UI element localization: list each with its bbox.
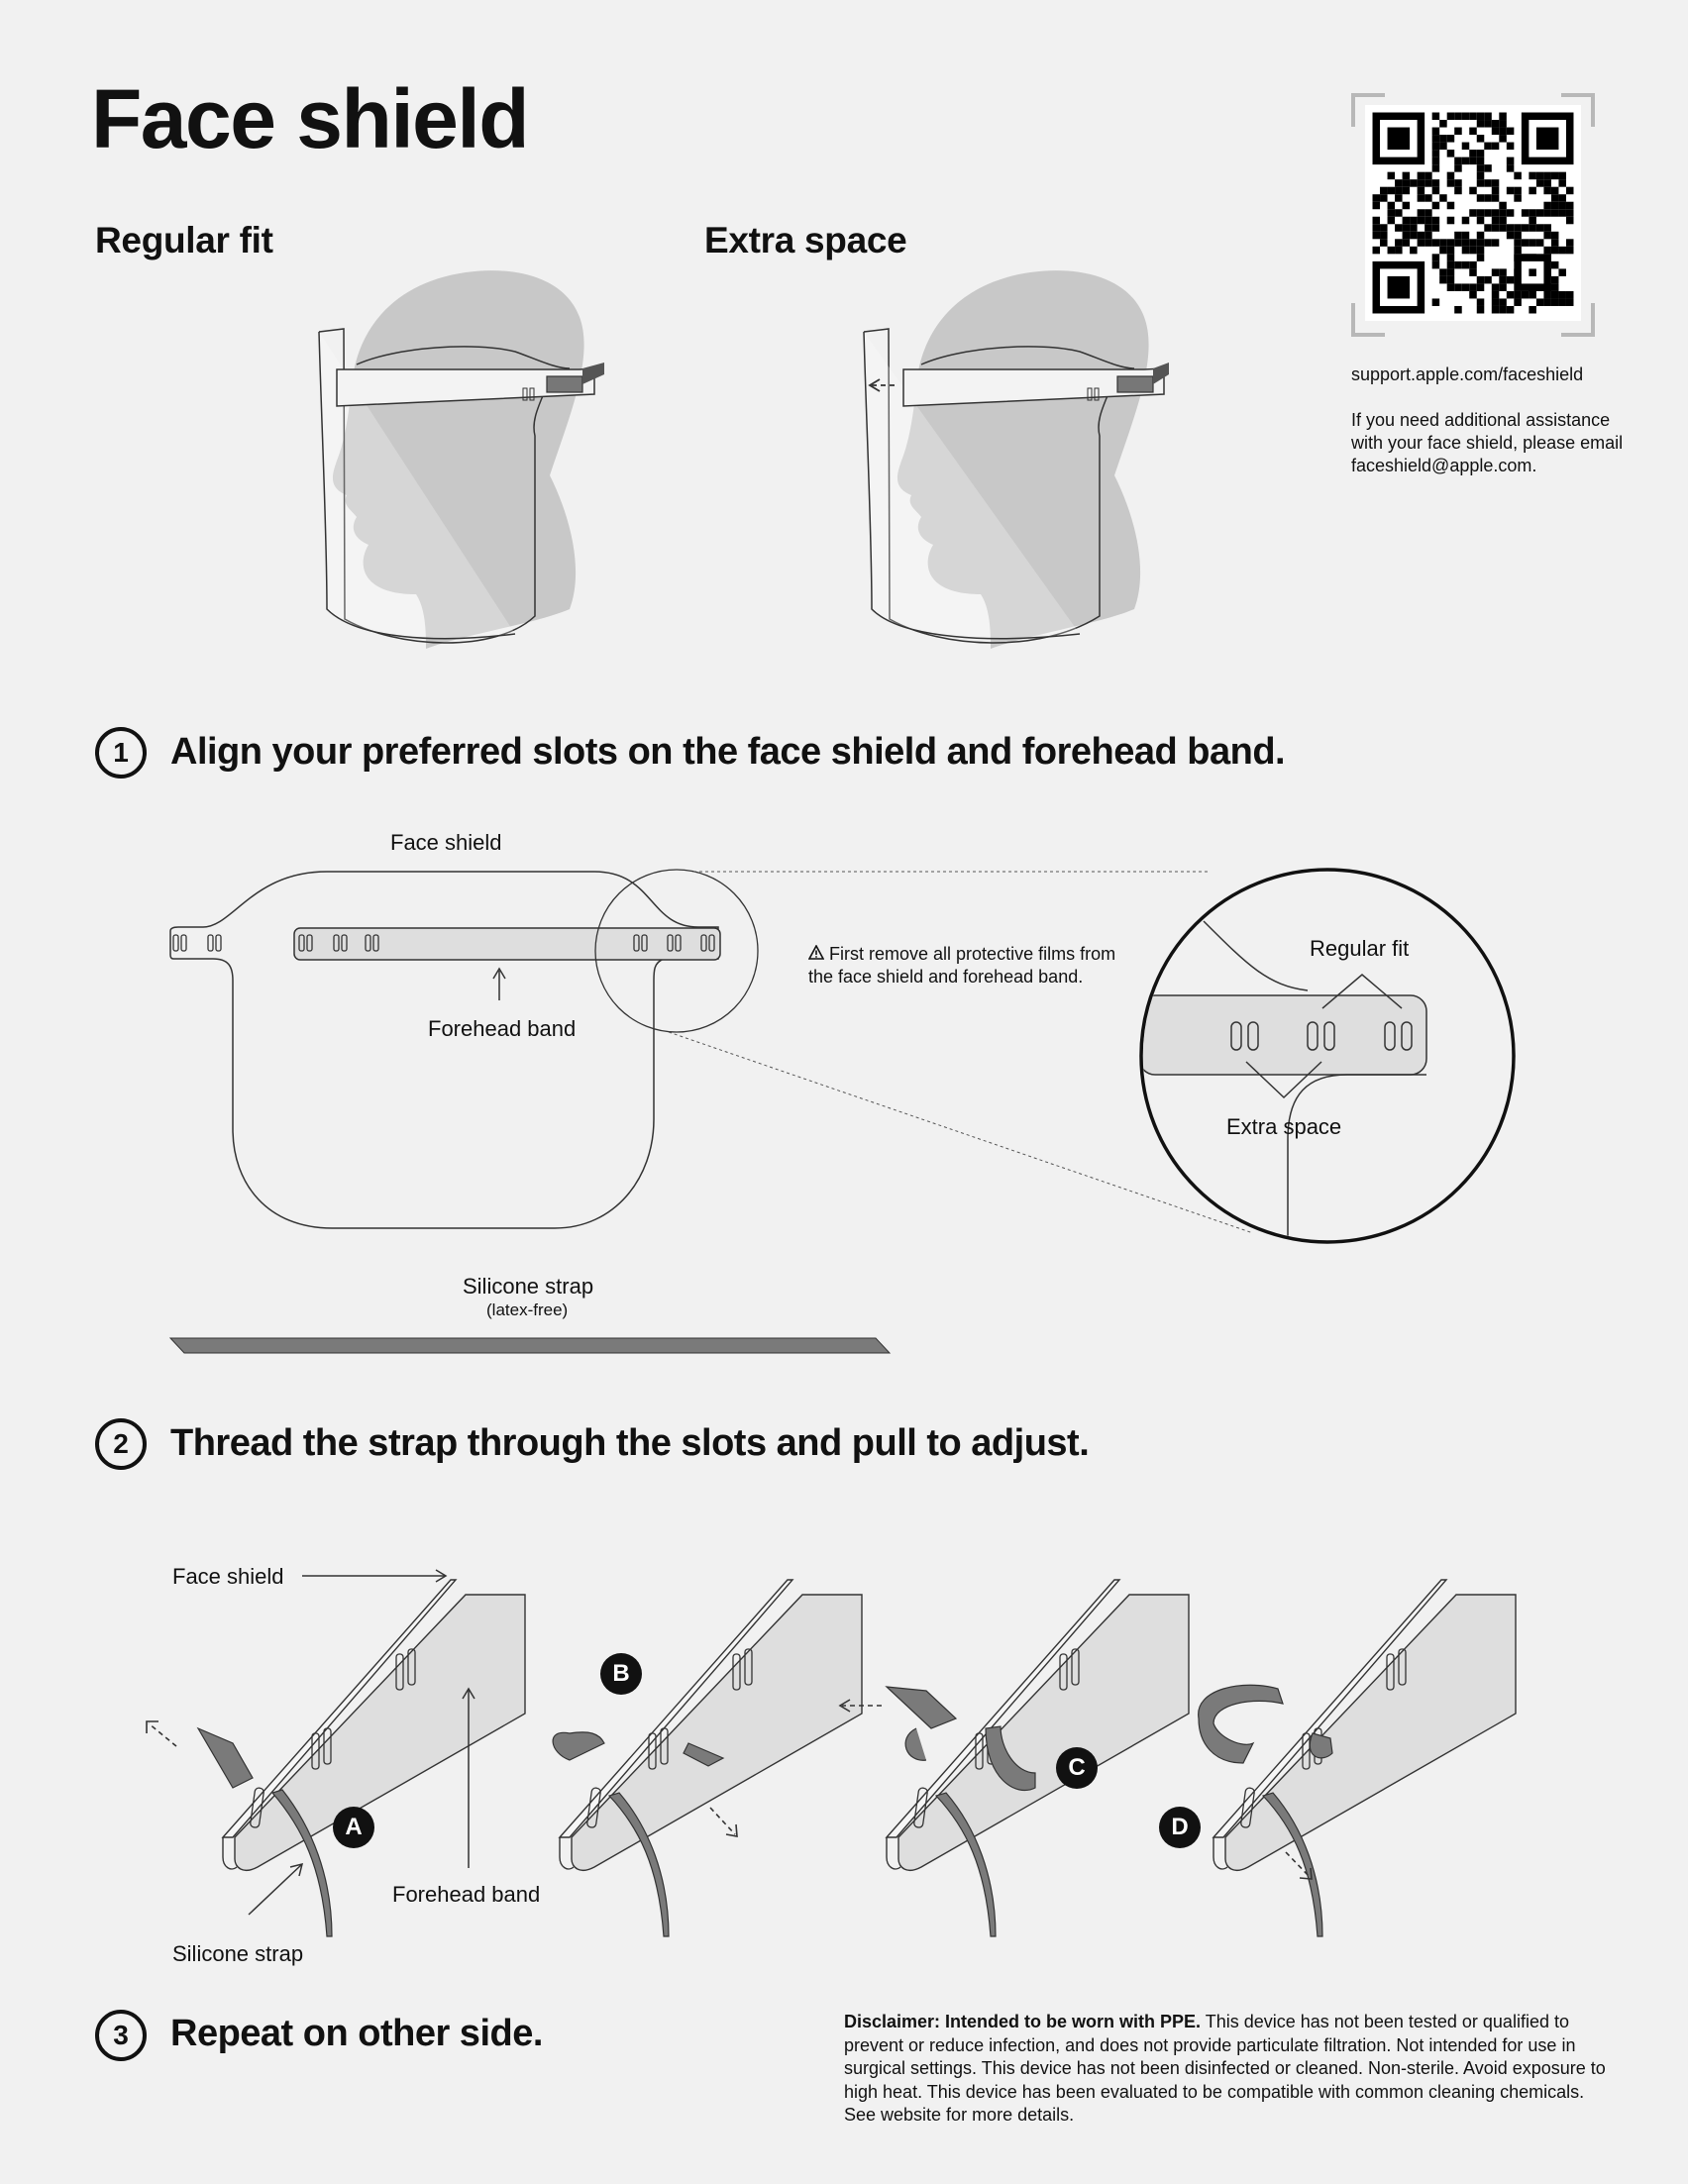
zoom-regular-fit-label: Regular fit — [1310, 936, 1410, 961]
step-3-badge: 3 — [95, 2010, 147, 2061]
silicone-strap-label: Silicone strap — [463, 1274, 594, 1299]
thread-step-b-illustration — [553, 1580, 862, 1936]
step-2-badge: 2 — [95, 1418, 147, 1470]
disclaimer — [844, 2011, 1617, 2128]
thread-forehead-band-label: Forehead band — [392, 1882, 541, 1907]
support-url[interactable]: support.apple.com/faceshield — [1351, 364, 1584, 384]
warning-text: First remove all protective films from the face shield and forehead band. — [808, 944, 1116, 987]
badge-c: C — [1056, 1747, 1098, 1789]
step-2-text: Thread the strap through the slots and pull to adjust. — [170, 1422, 1090, 1464]
zoom-extra-space-label: Extra space — [1226, 1114, 1342, 1139]
thread-step-d-illustration — [1199, 1580, 1516, 1936]
thread-silicone-strap-label: Silicone strap — [172, 1941, 304, 1966]
step-1-text: Align your preferred slots on the face shield and forehead band. — [170, 731, 1286, 773]
extra-space-heading: Extra space — [704, 220, 907, 260]
badge-a: A — [333, 1807, 374, 1848]
thread-face-shield-label: Face shield — [172, 1564, 284, 1589]
badge-d: D — [1159, 1807, 1201, 1848]
thread-step-c-illustration — [887, 1580, 1189, 1936]
disclaimer-text: This device has not been tested or qualified to prevent or reduce infection, and does not provide particulate filtration. Not intended for use in surgical settings. This device has not been disinfected or cleaned. Non-sterile. Avoid exposure to high heat. This device has been evaluated to be compatible with common cleaning chemicals. See website for more details. — [844, 2012, 1606, 2125]
badge-b: B — [600, 1653, 642, 1695]
regular-fit-heading: Regular fit — [95, 220, 273, 260]
latex-free-label: (latex-free) — [486, 1300, 569, 1319]
page-title: Face shield — [91, 72, 529, 165]
forehead-band-label: Forehead band — [428, 1016, 577, 1041]
disclaimer-bold: Disclaimer: Intended to be worn with PPE. — [844, 2012, 1202, 2031]
support-help-text: If you need additional assistance with your face shield, please email faceshield@apple.com. — [1351, 410, 1624, 475]
step-3-text: Repeat on other side. — [170, 2013, 543, 2054]
step-1-badge: 1 — [95, 727, 147, 779]
shield-label: Face shield — [390, 830, 502, 855]
